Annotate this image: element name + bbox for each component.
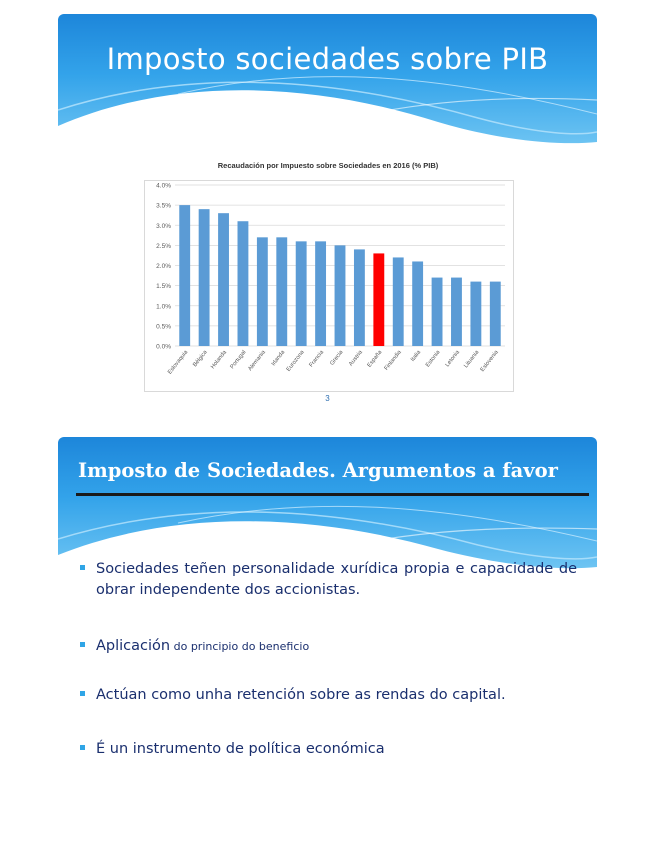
- bullet-text: Actúan como unha retención sobre as rendas do capital.: [96, 687, 506, 703]
- bar: [412, 261, 423, 346]
- bullet-text: [96, 636, 577, 657]
- x-tick-label: Letonia: [444, 349, 462, 369]
- bar: [432, 278, 443, 346]
- wave-decoration: [58, 437, 597, 572]
- x-tick-label: Austria: [348, 349, 364, 368]
- x-tick-label: Lituania: [463, 349, 481, 370]
- x-tick-label: Grecia: [329, 349, 345, 367]
- y-tick-label: 1.5%: [156, 283, 171, 291]
- bar: [179, 205, 190, 346]
- y-tick-label: 2.0%: [156, 263, 171, 270]
- x-tick-label: Portugal: [229, 349, 248, 371]
- square-bullet-icon: [80, 745, 85, 750]
- x-tick-label: Holanda: [210, 349, 229, 371]
- bar: [218, 213, 229, 346]
- chart-svg: [145, 181, 513, 391]
- page-number: 3: [325, 394, 330, 403]
- bullet-text: É un instrumento de política económica: [96, 741, 385, 757]
- bullet-text-small: do principio do beneficio: [170, 640, 310, 653]
- slide-2: [58, 437, 597, 837]
- x-tick-label: Eslovenia: [479, 349, 500, 374]
- bar: [296, 241, 307, 346]
- y-tick-label: 0.5%: [156, 323, 171, 331]
- slide-title: Imposto de Sociedades. Argumentos a favor: [78, 459, 558, 482]
- bar: [257, 237, 268, 346]
- bar: [238, 221, 249, 346]
- x-tick-label: Finlandia: [383, 349, 403, 372]
- y-tick-label: 1.0%: [156, 303, 171, 311]
- y-tick-label: 2.5%: [156, 242, 171, 250]
- y-tick-label: 0.0%: [156, 343, 171, 351]
- x-tick-label: Estonia: [424, 349, 442, 369]
- y-tick-label: 4.0%: [156, 182, 171, 190]
- x-tick-label: Italia: [409, 349, 423, 363]
- bar: [354, 249, 365, 346]
- title-underline: [76, 493, 589, 496]
- bar: [373, 253, 384, 346]
- wave-decoration: [58, 14, 597, 149]
- square-bullet-icon: [80, 691, 85, 696]
- y-tick-label: 3.0%: [156, 222, 171, 230]
- x-tick-label: Eslovaquia: [167, 349, 190, 376]
- title-banner: [58, 14, 597, 149]
- x-tick-label: España: [366, 349, 384, 369]
- bar: [470, 282, 481, 346]
- x-tick-label: Bélgica: [192, 349, 209, 369]
- bullet-text-main: Aplicación: [96, 638, 171, 654]
- chart-title: Recaudación por Impuesto sobre Sociedades en 2016 (% PIB): [217, 161, 439, 170]
- x-tick-label: Eurozona: [285, 349, 306, 373]
- bar: [335, 245, 346, 346]
- square-bullet-icon: [80, 642, 85, 647]
- bar: [276, 237, 287, 346]
- square-bullet-icon: [80, 565, 85, 570]
- bar-chart: [142, 157, 514, 397]
- title-banner: [58, 437, 597, 572]
- x-tick-label: Francia: [308, 349, 326, 369]
- bar: [490, 282, 501, 346]
- bar: [315, 241, 326, 346]
- x-tick-label: Alemania: [247, 349, 267, 373]
- x-tick-label: Irlanda: [270, 349, 287, 368]
- bar: [393, 257, 404, 346]
- bullet-text: Sociedades teñen personalidade xurídica propia e capacidade de obrar independente dos accionistas.: [96, 561, 577, 598]
- chart-frame: [144, 180, 514, 392]
- bar: [199, 209, 210, 346]
- bar: [451, 278, 462, 346]
- y-tick-label: 3.5%: [156, 202, 171, 210]
- slide-1: [58, 14, 597, 414]
- slide-title: Imposto sociedades sobre PIB: [106, 42, 549, 76]
